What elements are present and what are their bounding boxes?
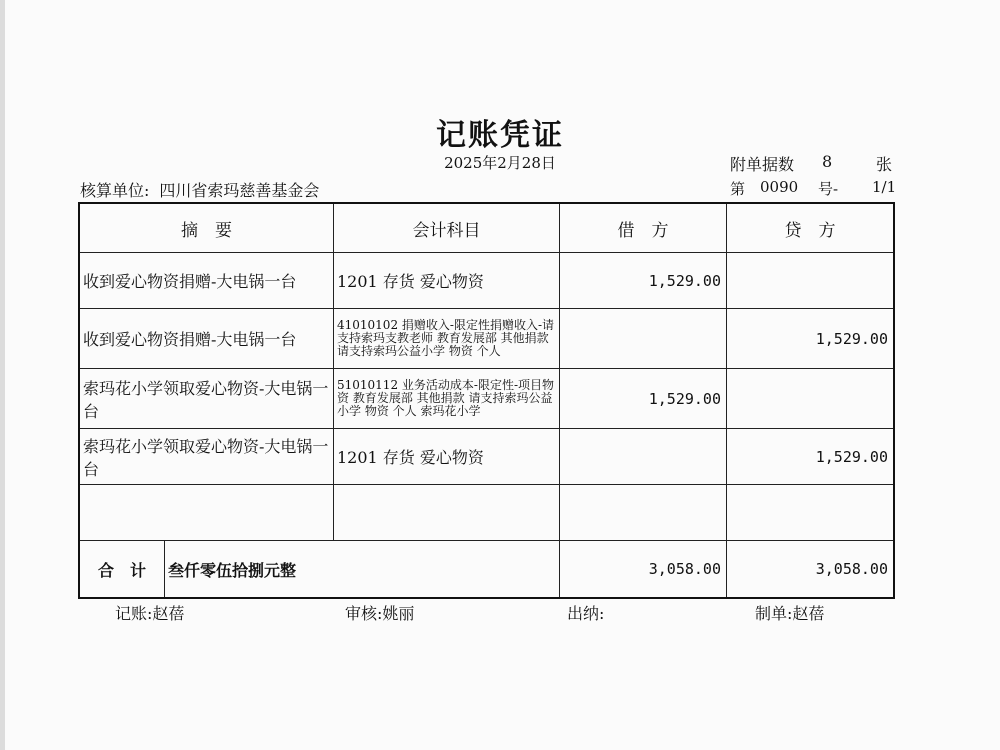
row-debit: [560, 309, 727, 369]
preparer-name: 赵蓓: [792, 604, 825, 623]
voucher-date: 2025年2月28日: [444, 154, 556, 172]
header-debit: 借 方: [560, 203, 727, 253]
reviewer-label: 审核:: [345, 604, 383, 623]
row-debit: 1,529.00: [560, 369, 727, 429]
row-debit: 1,529.00: [560, 253, 727, 309]
row-account: [334, 485, 560, 541]
unit-name: 四川省索玛慈善基金会: [159, 181, 320, 200]
voucher-hao: 号-: [818, 180, 839, 198]
voucher-no: 0090: [760, 178, 799, 196]
table-row-empty: [79, 485, 894, 541]
total-label: 合 计: [79, 541, 165, 599]
row-credit: [727, 253, 895, 309]
row-account: 41010102 捐赠收入-限定性捐赠收入-请支持索玛支教老师 教育发展部 其他捐款 请支持索玛公益小学 物资 个人: [334, 309, 560, 369]
row-summary: 收到爱心物资捐赠-大电锅一台: [79, 253, 334, 309]
voucher-prefix: 第: [730, 180, 746, 198]
row-credit: [727, 369, 895, 429]
accounting-unit: [80, 178, 319, 201]
footer-preparer: [755, 601, 824, 624]
attachments-unit: 张: [876, 155, 893, 174]
bookkeeper-name: 赵蓓: [152, 604, 185, 623]
voucher-page: 1/1: [872, 178, 897, 196]
row-summary: 收到爱心物资捐赠-大电锅一台: [79, 309, 334, 369]
row-account: 1201 存货 爱心物资: [334, 429, 560, 485]
header-credit: 贷 方: [727, 203, 895, 253]
voucher-title: 记账凭证: [436, 118, 564, 153]
footer-cashier: [567, 601, 604, 624]
total-row: [79, 541, 894, 599]
voucher-number: [730, 178, 900, 199]
cashier-label: 出纳:: [567, 604, 605, 623]
table-row: [79, 429, 894, 485]
reviewer-name: 姚丽: [382, 604, 415, 623]
voucher-table: [78, 202, 895, 599]
table-row: [79, 309, 894, 369]
footer-bookkeeper: [115, 601, 184, 624]
attachments-count: [730, 152, 893, 175]
total-credit: 3,058.00: [727, 541, 895, 599]
table-header: [79, 203, 894, 253]
bookkeeper-label: 记账:: [115, 604, 153, 623]
header-account: 会计科目: [334, 203, 560, 253]
unit-label: 核算单位:: [80, 181, 150, 200]
footer-reviewer: [345, 601, 414, 624]
row-credit: 1,529.00: [727, 309, 895, 369]
total-words: 叁仟零伍拾捌元整: [165, 541, 560, 599]
row-summary: 索玛花小学领取爱心物资-大电锅一台: [79, 369, 334, 429]
row-summary: 索玛花小学领取爱心物资-大电锅一台: [79, 429, 334, 485]
row-summary: [79, 485, 334, 541]
row-credit: 1,529.00: [727, 429, 895, 485]
table-row: [79, 369, 894, 429]
row-account: 51010112 业务活动成本-限定性-项目物资 教育发展部 其他捐款 请支持索玛公益小学 物资 个人 索玛花小学: [334, 369, 560, 429]
header-summary: 摘 要: [79, 203, 334, 253]
row-credit: [727, 485, 895, 541]
table-row: [79, 253, 894, 309]
row-debit: [560, 429, 727, 485]
row-debit: [560, 485, 727, 541]
attachments-label: 附单据数: [730, 155, 795, 174]
total-debit: 3,058.00: [560, 541, 727, 599]
preparer-label: 制单:: [755, 604, 793, 623]
attachments-number: 8: [822, 152, 833, 171]
row-account: 1201 存货 爱心物资: [334, 253, 560, 309]
